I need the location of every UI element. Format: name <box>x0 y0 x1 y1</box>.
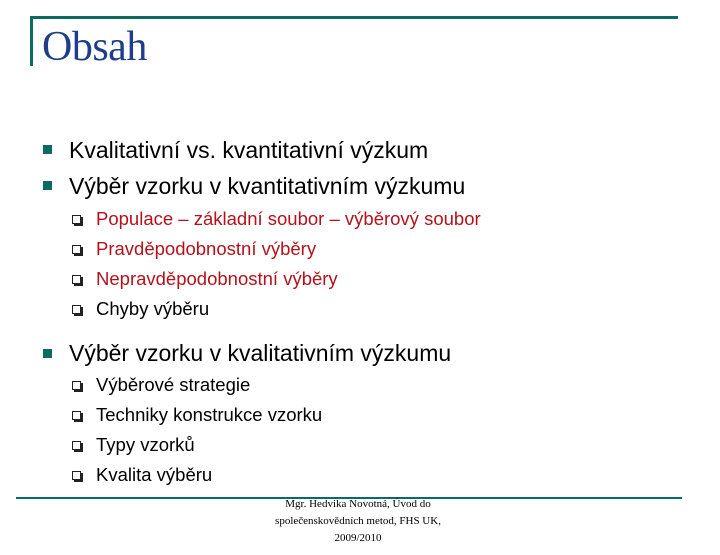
checkbox-bullet-icon <box>72 215 81 224</box>
list-item-text: Kvalitativní vs. kvantitativní výzkum <box>69 137 429 163</box>
slide-title: Obsah <box>42 24 147 70</box>
list-item-text: Výběr vzorku v kvantitativním výzkumu <box>69 173 466 199</box>
footer-line-2: společenskovědních metod, FHS UK, <box>275 515 441 527</box>
checkbox-bullet-icon <box>72 245 81 254</box>
slide-footer <box>240 496 476 547</box>
square-bullet-icon <box>43 181 52 190</box>
sublist-item-text: Typy vzorků <box>96 434 195 455</box>
sublist-item-text: Techniky konstrukce vzorku <box>96 404 323 425</box>
frame-left-rule <box>30 16 33 66</box>
sublist-item-text-part: Populace – základní soubor – <box>96 208 345 229</box>
checkbox-bullet-icon <box>72 411 81 420</box>
sublist-item-text-emphasis: výběrový soubor <box>344 208 481 229</box>
checkbox-bullet-icon <box>72 471 81 480</box>
sublist-item-text: Chyby výběru <box>96 298 210 319</box>
checkbox-bullet-icon <box>72 305 81 314</box>
sublist-item-text <box>96 210 481 229</box>
sublist-item-text: Pravděpodobnostní výběry <box>96 238 317 259</box>
square-bullet-icon <box>43 349 52 358</box>
sublist-item-text: Výběrové strategie <box>96 374 251 395</box>
footer-line-3: 2009/2010 <box>334 532 382 544</box>
frame-top-rule <box>30 16 678 19</box>
sublist-item-text: Kvalita výběru <box>96 464 213 485</box>
square-bullet-icon <box>43 145 52 154</box>
checkbox-bullet-icon <box>72 381 81 390</box>
list-item-text: Výběr vzorku v kvalitativním výzkumu <box>69 340 452 366</box>
checkbox-bullet-icon <box>72 275 81 284</box>
sublist-item-text: Nepravděpodobnostní výběry <box>96 268 338 289</box>
checkbox-bullet-icon <box>72 441 81 450</box>
footer-line-1: Mgr. Hedvika Novotná, Úvod do <box>285 498 431 510</box>
